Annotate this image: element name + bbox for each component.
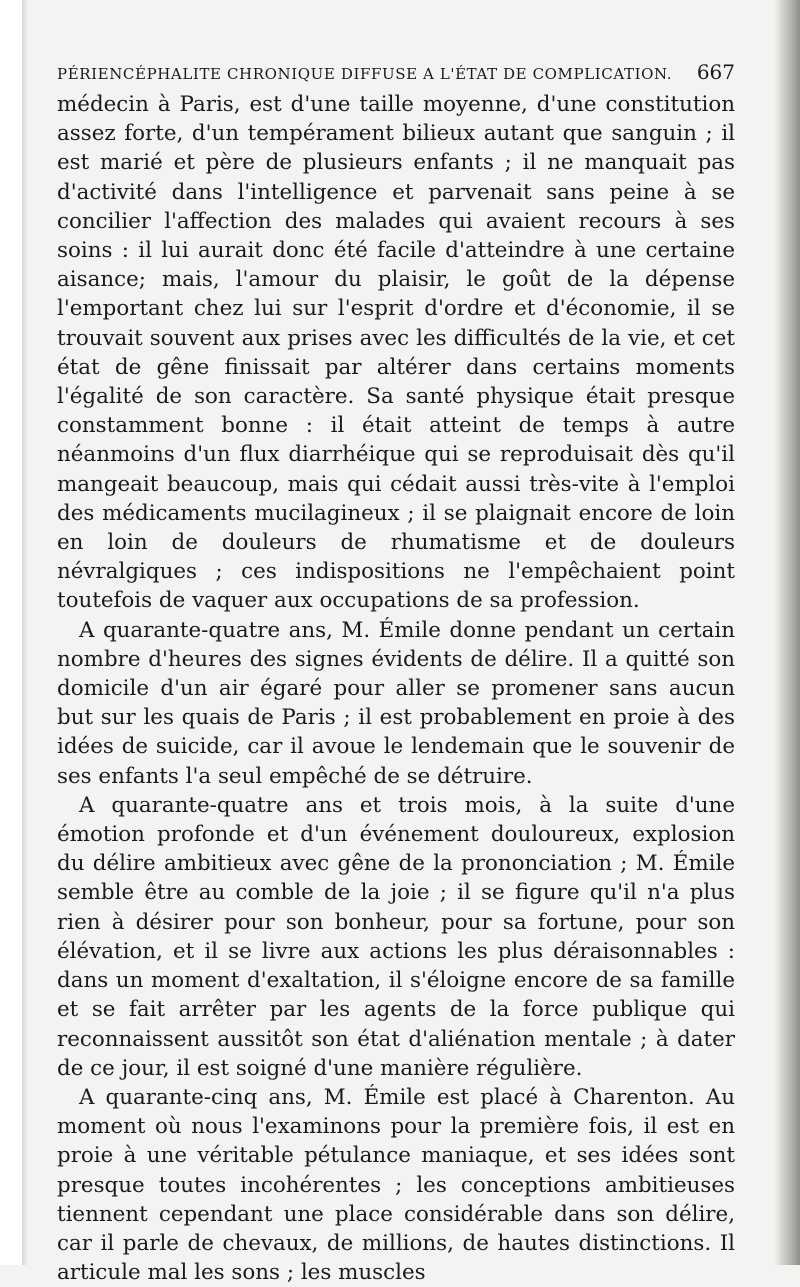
page-number: 667 <box>696 60 735 84</box>
scan-left-shadow <box>22 0 28 1265</box>
paragraph: A quarante-cinq ans, M. Émile est placé à Charenton. Au moment où nous l'examinons pour la première fois, il est en proie à une véritable pétulance maniaque, et ses idées sont presque toutes incohérentes ; les conceptions ambitieuses tiennent cependant une place considérable dans son délire, car il parle de chevaux, de millions, de hautes distinctions. Il articule mal les sons ; les muscles <box>57 1084 735 1286</box>
scan-right-edge <box>774 0 800 1265</box>
scan-left-margin <box>0 0 22 1265</box>
body-text <box>57 90 735 1287</box>
paragraph: A quarante-quatre ans et trois mois, à la suite d'une émotion profonde et d'un événement douloureux, explosion du délire ambitieux avec gêne de la prononciation ; M. Émile semble être au comble de la joie ; il se figure qu'il n'a plus rien à désirer pour son bonheur, pour sa fortune, pour son élévation, et il se livre aux actions les plus déraisonnables : dans un moment d'exaltation, il s'éloigne encore de sa famille et se fait arrêter par les agents de la force publique qui reconnaissent aussitôt son état d'aliénation mentale ; à dater de ce jour, il est soigné d'une manière régulière. <box>57 792 735 1081</box>
book-page <box>57 60 735 1287</box>
running-header <box>57 60 735 90</box>
paragraph: A quarante-quatre ans, M. Émile donne pendant un certain nombre d'heures des signes évidents de délire. Il a quitté son domicile d'un air égaré pour aller se promener sans aucun but sur les quais de Paris ; il est probablement en proie à des idées de suicide, car il avoue le lendemain que le souvenir de ses enfants l'a seul empêché de se détruire. <box>57 617 735 789</box>
paragraph: médecin à Paris, est d'une taille moyenne, d'une constitution assez forte, d'un tempérament bilieux autant que sanguin ; il est marié et père de plusieurs enfants ; il ne manquait pas d'activité dans l'intelligence et parvenait sans peine à se concilier l'affection des malades qui avaient recours à ses soins : il lui aurait donc été facile d'atteindre à une certaine aisance; mais, l'amour du plaisir, le goût de la dépense l'emportant chez lui sur l'esprit d'ordre et d'économie, il se trouvait souvent aux prises avec les difficultés de la vie, et cet état de gêne finissait par altérer dans certains moments l'égalité de son caractère. Sa santé physique était presque constamment bonne : il était atteint de temps à autre néanmoins d'un flux diarrhéique qui se reproduisait dès qu'il mangeait beaucoup, mais qui cédait aussi très-vite à l'emploi des médicaments mucilagineux ; il se plaignait encore de loin en loin de douleurs de rhumatisme et de douleurs névralgiques ; ces indispositions ne l'empêchaient point toutefois de vaquer aux occupations de sa profession. <box>57 92 735 614</box>
running-title: PÉRIENCÉPHALITE CHRONIQUE DIFFUSE A L'ÉTAT DE COMPLICATION. <box>57 65 673 83</box>
